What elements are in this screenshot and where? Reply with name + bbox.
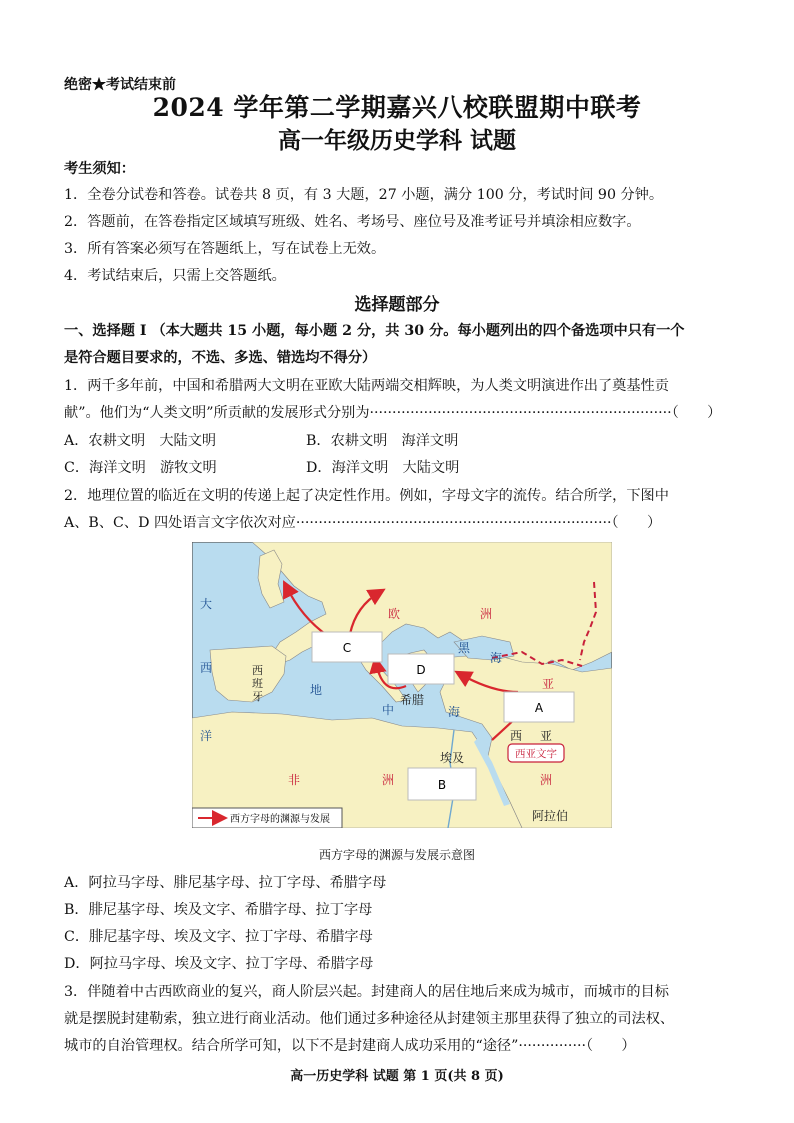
map-label-xiya-xi: 西 — [510, 729, 523, 743]
map-label-greece: 希腊 — [400, 693, 425, 707]
map-tag-label: 西亚文字 — [515, 748, 557, 760]
map-label-di: 地 — [310, 683, 323, 697]
exam-title: 2024 学年第二学期嘉兴八校联盟期中联考 — [152, 93, 642, 122]
map-label-da: 大 — [200, 597, 213, 611]
q1-stem-line1: 1．两千多年前，中国和希腊两大文明在亚欧大陆两端交相辉映，为人类文明演进作出了奠基性贡 — [64, 378, 669, 394]
map-box-c-label: C — [342, 641, 352, 655]
map-label-xi: 西 — [200, 661, 213, 675]
map-label-zhou-af: 洲 — [382, 773, 395, 787]
q1-option-d: D．海洋文明 大陆文明 — [306, 460, 460, 476]
map-box-a-label: A — [534, 701, 544, 715]
map-label-zhou-as: 洲 — [540, 773, 553, 787]
notice-item-3: 3．所有答案必须写在答题纸上，写在试卷上无效。 — [64, 241, 386, 257]
q1-stem-line2: 献”。他们为“人类文明”所贡献的发展形式分别为···································································（ ） — [64, 405, 722, 421]
notice-item-1: 1．全卷分试卷和答卷。试卷共 8 页，有 3 大题，27 小题，满分 100 分，考试时间 90 分钟。 — [64, 187, 664, 203]
map-label-ou: 欧 — [388, 607, 401, 621]
map-label-egypt: 埃及 — [440, 751, 465, 765]
map-label-xiya-ya: 亚 — [540, 729, 553, 743]
q3-stem-line3: 城市的自治管理权。结合所学可知，以下不是封建商人成功采用的“途径”···············（ ） — [64, 1038, 636, 1054]
map-legend-label: 西方字母的渊源与发展 — [230, 814, 330, 825]
section-title: 选择题部分 — [354, 295, 440, 315]
alphabet-origin-map — [192, 542, 612, 828]
map-label-hai-med: 海 — [448, 705, 461, 719]
q1-option-a: A．农耕文明 大陆文明 — [64, 433, 217, 449]
map-box-d-label: D — [416, 663, 426, 677]
map-label-hei: 黑 — [458, 641, 471, 655]
notice-item-4: 4．考试结束后，只需上交答题纸。 — [64, 268, 286, 284]
part-instruction-2: 是符合题目要求的，不选、多选、错选均不得分） — [64, 350, 377, 366]
q2-option-d: D．阿拉马字母、埃及文字、拉丁字母、希腊字母 — [64, 956, 374, 972]
notice-title: 考生须知： — [64, 161, 135, 177]
map-label-spain: 西班牙 — [252, 664, 263, 703]
q2-option-b: B．腓尼基字母、埃及文字、希腊字母、拉丁字母 — [64, 902, 373, 918]
map-label-zhou-eu: 洲 — [480, 607, 493, 621]
exam-subtitle: 高一年级历史学科 试题 — [277, 127, 516, 154]
q3-stem-line2: 就是摆脱封建勒索，独立进行商业活动。他们通过多种途径从封建领主那里获得了独立的司法权、 — [64, 1011, 675, 1027]
map-box-b-label: B — [437, 778, 447, 792]
map-caption: 西方字母的渊源与发展示意图 — [318, 848, 475, 862]
confidential-mark: 绝密★考试结束前 — [64, 77, 176, 93]
q1-option-c: C．海洋文明 游牧文明 — [64, 460, 217, 476]
q3-stem-line1: 3．伴随着中古西欧商业的复兴，商人阶层兴起。封建商人的居住地后来成为城市，而城市的目标 — [64, 984, 669, 1000]
map-label-ya: 亚 — [542, 677, 555, 691]
map-label-hai-black: 海 — [490, 651, 503, 665]
map-label-zhong: 中 — [382, 703, 395, 717]
map-label-yang: 洋 — [200, 729, 213, 743]
map-label-fei: 非 — [288, 773, 301, 787]
page-footer: 高一历史学科 试题 第 1 页(共 8 页) — [290, 1069, 504, 1084]
q1-option-b: B．农耕文明 海洋文明 — [306, 433, 459, 449]
map-label-arabia: 阿拉伯 — [532, 809, 569, 823]
q2-option-a: A．阿拉马字母、腓尼基字母、拉丁字母、希腊字母 — [64, 875, 387, 891]
part-instruction-1: 一、选择题 I （本大题共 15 小题，每小题 2 分，共 30 分。每小题列出的四个备选项中只有一个 — [64, 323, 685, 339]
q2-option-c: C．腓尼基字母、埃及文字、拉丁字母、希腊字母 — [64, 929, 373, 945]
q2-stem-line2: A、B、C、D 四处语言文字依次对应······································································（ ） — [64, 515, 662, 531]
q2-stem-line1: 2．地理位置的临近在文明的传递上起了决定性作用。例如，字母文字的流传。结合所学，下图中 — [64, 488, 669, 504]
notice-item-2: 2．答题前，在答卷指定区域填写班级、姓名、考场号、座位号及准考证号并填涂相应数字。 — [64, 214, 641, 230]
